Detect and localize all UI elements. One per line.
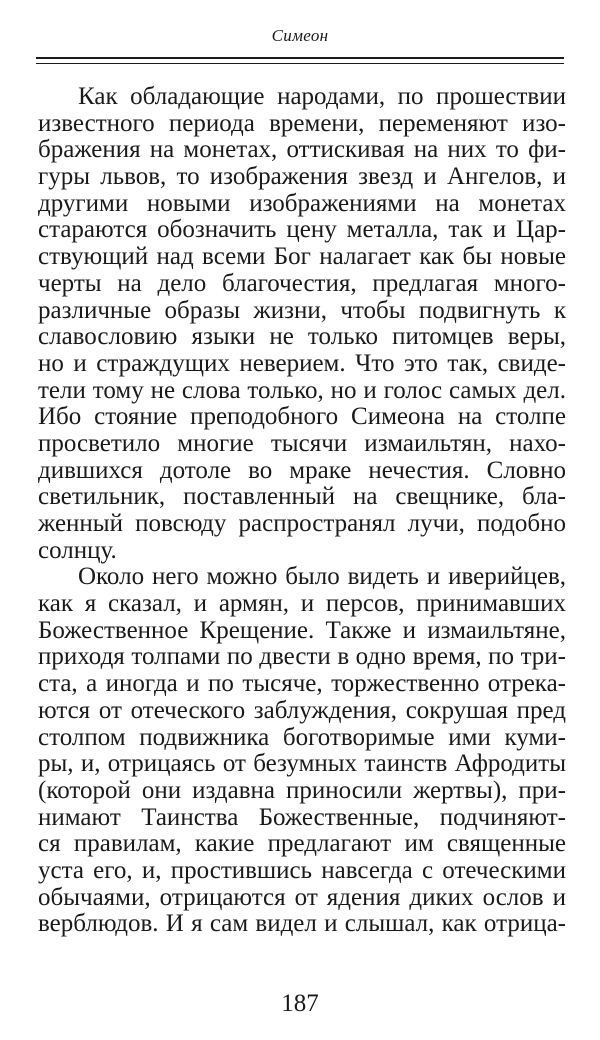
text-line: женный повсюду распространял лучи, подобно [38,510,566,537]
body-text [38,84,566,938]
text-line: Ибо стояние преподобного Симеона на столпе [38,403,566,431]
text-line: славословию языки не только питомцев веры, [38,323,566,351]
text-line: Как обладающие народами, по прошествии [78,83,566,110]
text-line: (которой они издавна приносили жертвы), при- [38,776,566,804]
text-line: ются от отеческого заблуждения, сокрушая пред [38,696,566,724]
text-line: другими новыми изображениями на монетах [38,189,566,217]
text-line: нимают Таинства Божественные, подчиняют- [38,803,566,831]
running-title: Симеон [271,26,329,45]
header-rule-thin [36,63,564,64]
text-line: тели тому не слова только, но и голос самых дел. [38,376,566,404]
page-number: 187 [281,990,319,1017]
text-line: ствующий над всеми Бог налагает как бы новые [38,243,566,271]
text-line: просветило многие тысячи измаильтян, нахо- [38,429,566,457]
text-line: гуры львов, то изображения звезд и Ангелов, и [38,163,566,191]
text-line: ся правилам, какие предлагают им священные [38,830,566,858]
text-line: ры, и, отрицаясь от безумных таинств Афродиты [38,750,566,778]
text-line: известного периода времени, переменяют изо- [38,109,566,137]
text-line: столпом подвижника боготворимые ими куми- [38,723,566,751]
text-line: солнцу. [38,536,117,564]
text-line: но и страждущих неверием. Что это так, свиде- [38,349,566,377]
text-line: черты на дело благочестия, предлагая много- [38,269,566,297]
text-line: как я сказал, и армян, и персов, принимавших [38,590,566,618]
text-line: различные образы жизни, чтобы подвигнуть к [38,296,566,324]
text-line: ста, а иногда и по тысяче, торжественно отрека- [38,670,566,698]
text-line: обычаями, отрицаются от ядения диких ослов и [38,883,566,911]
header-rule-thick [36,57,564,59]
text-line: приходя толпами по двести в одно время, по три- [38,643,566,671]
text-line: уста его, и, простившись навсегда с отеческими [38,856,566,884]
text-line: стараются обозначить цену металла, так и Цар- [38,216,566,244]
text-line: Около него можно было видеть и иверийцев, [78,563,566,591]
text-line: Божественное Крещение. Также и измаильтяне, [38,616,566,644]
text-line: светильник, поставленный на свещнике, бла- [38,483,566,511]
text-line: верблюдов. И я сам видел и слышал, как отрица- [38,910,566,938]
text-line: бражения на монетах, оттискивая на них то фи- [38,136,566,164]
text-line: дившихся дотоле во мраке нечестия. Словно [38,456,566,484]
